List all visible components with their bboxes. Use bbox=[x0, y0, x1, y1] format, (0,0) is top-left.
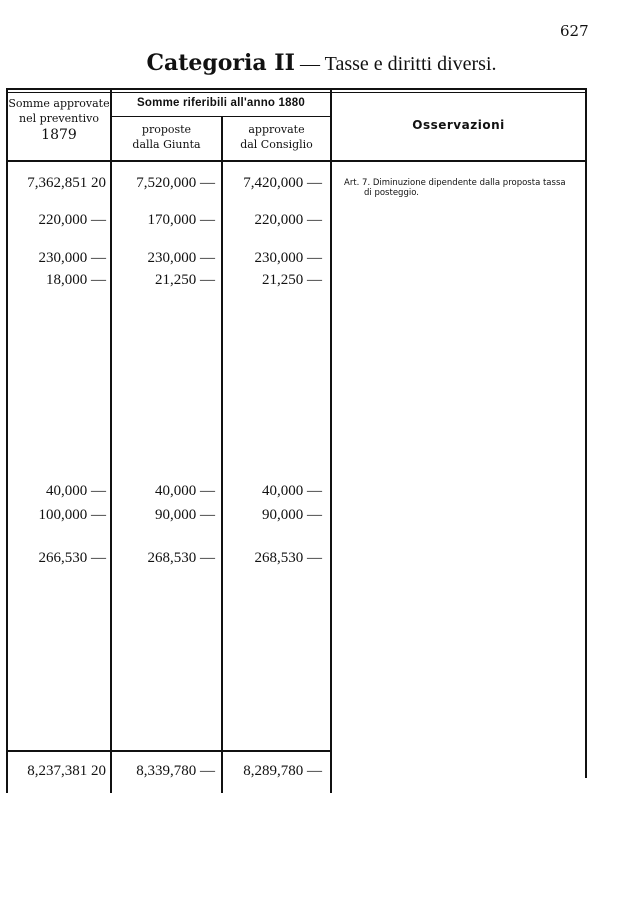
totals-col2: 8,339,780 — bbox=[136, 763, 215, 779]
column-divider-2 bbox=[221, 116, 223, 793]
header-col3-line2: dal Consiglio bbox=[240, 138, 313, 151]
header-col2 bbox=[112, 122, 221, 152]
totals-col3: 8,289,780 — bbox=[243, 763, 322, 779]
header-col1 bbox=[8, 96, 110, 144]
row-1-col3: 7,420,000 — bbox=[243, 175, 322, 191]
table-top-rule-thin bbox=[6, 92, 586, 93]
row-6-col1: 100,000 — bbox=[38, 507, 106, 523]
header-bottom-rule bbox=[6, 160, 586, 162]
row-2-col1: 220,000 — bbox=[38, 212, 106, 228]
header-col1-year: 1879 bbox=[41, 127, 77, 143]
row-5-col3: 40,000 — bbox=[262, 483, 322, 499]
observation-note bbox=[344, 178, 582, 198]
row-2-col2: 170,000 — bbox=[147, 212, 215, 228]
title-category: Categoria II bbox=[146, 50, 295, 76]
observation-note-line1: Art. 7. Diminuzione dipendente dalla proposta tassa bbox=[344, 178, 566, 188]
page-title bbox=[0, 50, 643, 76]
row-5-col1: 40,000 — bbox=[46, 483, 106, 499]
header-observations: Osservazioni bbox=[412, 118, 505, 132]
row-3-col1: 230,000 — bbox=[38, 250, 106, 266]
row-4-col2: 21,250 — bbox=[155, 272, 215, 288]
table-left-border bbox=[6, 88, 8, 793]
header-col2-line1: proposte bbox=[141, 123, 192, 136]
totals-col1: 8,237,381 20 bbox=[27, 763, 106, 779]
row-4-col1: 18,000 — bbox=[46, 272, 106, 288]
row-7-col3: 268,530 — bbox=[254, 550, 322, 566]
table-top-rule bbox=[6, 88, 586, 90]
row-5-col2: 40,000 — bbox=[155, 483, 215, 499]
column-divider-3 bbox=[330, 88, 332, 793]
header-col3 bbox=[223, 122, 330, 152]
row-6-col3: 90,000 — bbox=[262, 507, 322, 523]
totals-rule bbox=[6, 750, 330, 752]
row-6-col2: 90,000 — bbox=[155, 507, 215, 523]
observation-note-line2: di posteggio. bbox=[364, 188, 419, 198]
column-divider-1 bbox=[110, 88, 112, 793]
row-7-col2: 268,530 — bbox=[147, 550, 215, 566]
title-subtitle: — Tasse e diritti diversi. bbox=[299, 53, 497, 75]
row-3-col3: 230,000 — bbox=[254, 250, 322, 266]
header-col1-line1: Somme approvate bbox=[8, 97, 110, 110]
header-group: Somme riferibili all'anno 1880 bbox=[137, 97, 305, 109]
page-number: 627 bbox=[560, 22, 589, 40]
row-7-col1: 266,530 — bbox=[38, 550, 106, 566]
header-col2-line2: dalla Giunta bbox=[132, 138, 201, 151]
row-1-col2: 7,520,000 — bbox=[136, 175, 215, 191]
table-right-border bbox=[585, 88, 587, 778]
header-col3-line1: approvate bbox=[248, 123, 305, 136]
row-4-col3: 21,250 — bbox=[262, 272, 322, 288]
row-2-col3: 220,000 — bbox=[254, 212, 322, 228]
row-3-col2: 230,000 — bbox=[147, 250, 215, 266]
row-1-col1: 7,362,851 20 bbox=[27, 175, 106, 191]
header-col1-line2: nel preventivo bbox=[18, 112, 99, 125]
